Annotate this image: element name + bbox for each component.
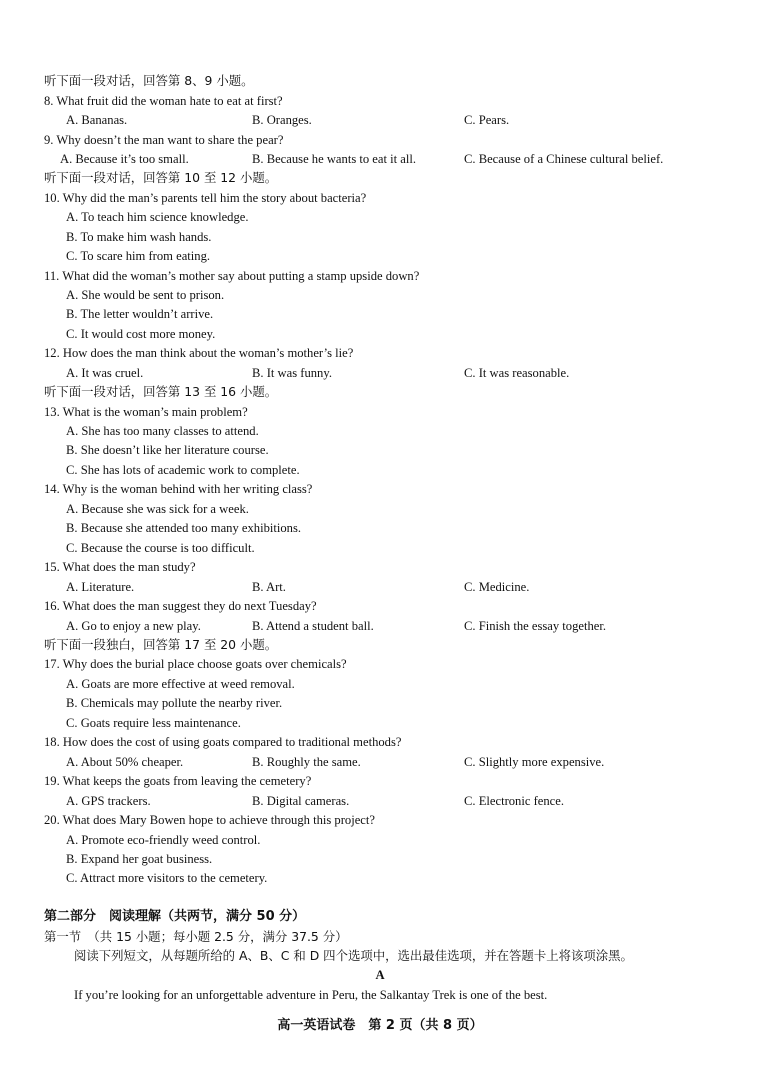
instruction-13-16: 听下面一段对话，回答第 13 至 16 小题。: [44, 384, 278, 399]
question-16: 16. What does the man suggest they do next Tuesday?: [44, 599, 317, 613]
option-b: B. Attend a student ball.: [252, 619, 374, 633]
question-20-option-c: C. Attract more visitors to the cemetery.: [66, 871, 268, 885]
question-11-option-a: A. She would be sent to prison.: [66, 288, 225, 302]
option-c: C. Finish the essay together.: [464, 619, 607, 633]
option-c: C. Because of a Chinese cultural belief.: [464, 152, 664, 166]
question-17-option-b: B. Chemicals may pollute the nearby river.: [66, 696, 283, 710]
question-8: 8. What fruit did the woman hate to eat at first?: [44, 94, 283, 108]
passage-first-line: If you’re looking for an unforgettable adventure in Peru, the Salkantay Trek is one of the best.: [74, 988, 548, 1002]
option-b: B. Digital cameras.: [252, 794, 350, 808]
reading-instruction: 阅读下列短文，从每题所给的 A、B、C 和 D 四个选项中，选出最佳选项，并在答题卡上将该项涂黑。: [74, 948, 633, 963]
passage-label: A: [375, 968, 385, 982]
question-11: 11. What did the woman’s mother say about putting a stamp upside down?: [44, 269, 420, 283]
question-20: 20. What does Mary Bowen hope to achieve through this project?: [44, 813, 375, 827]
question-20-option-b: B. Expand her goat business.: [66, 852, 213, 866]
question-11-option-b: B. The letter wouldn’t arrive.: [66, 307, 214, 321]
option-a: A. GPS trackers.: [66, 794, 151, 808]
question-10-option-b: B. To make him wash hands.: [66, 230, 212, 244]
option-c: C. Slightly more expensive.: [464, 755, 605, 769]
question-10-option-a: A. To teach him science knowledge.: [66, 210, 249, 224]
option-a: A. Literature.: [66, 580, 135, 594]
instruction-17-20: 听下面一段独白，回答第 17 至 20 小题。: [44, 637, 278, 652]
option-b: B. It was funny.: [252, 366, 332, 380]
option-a: A. It was cruel.: [66, 366, 144, 380]
option-b: B. Roughly the same.: [252, 755, 361, 769]
question-18: 18. How does the cost of using goats compared to traditional methods?: [44, 735, 402, 749]
option-c: C. It was reasonable.: [464, 366, 570, 380]
question-14-option-c: C. Because the course is too difficult.: [66, 541, 255, 555]
question-11-option-c: C. It would cost more money.: [66, 327, 216, 341]
option-a: A. Bananas.: [66, 113, 128, 127]
question-13-option-c: C. She has lots of academic work to complete.: [66, 463, 300, 477]
question-17-option-c: C. Goats require less maintenance.: [66, 716, 241, 730]
page-footer: 高一英语试卷 第 2 页（共 8 页）: [277, 1018, 483, 1033]
question-13-option-b: B. She doesn’t like her literature course.: [66, 443, 269, 457]
question-14-option-b: B. Because she attended too many exhibitions.: [66, 521, 302, 535]
question-10: 10. Why did the man’s parents tell him the story about bacteria?: [44, 191, 367, 205]
question-12: 12. How does the man think about the woman’s mother’s lie?: [44, 346, 354, 360]
option-c: C. Electronic fence.: [464, 794, 564, 808]
question-9: 9. Why doesn’t the man want to share the pear?: [44, 133, 284, 147]
option-b: B. Oranges.: [252, 113, 312, 127]
instruction-8-9: 听下面一段对话，回答第 8、9 小题。: [44, 73, 254, 88]
option-b: B. Art.: [252, 580, 286, 594]
question-14: 14. Why is the woman behind with her writing class?: [44, 482, 313, 496]
question-20-option-a: A. Promote eco-friendly weed control.: [66, 833, 261, 847]
question-10-option-c: C. To scare him from eating.: [66, 249, 211, 263]
question-19: 19. What keeps the goats from leaving the cemetery?: [44, 774, 312, 788]
question-15: 15. What does the man study?: [44, 560, 196, 574]
option-c: C. Pears.: [464, 113, 510, 127]
option-a: A. Go to enjoy a new play.: [66, 619, 201, 633]
instruction-10-12: 听下面一段对话，回答第 10 至 12 小题。: [44, 170, 278, 185]
part-2-title: 第二部分 阅读理解（共两节，满分 50 分）: [44, 909, 306, 924]
question-17-option-a: A. Goats are more effective at weed removal.: [66, 677, 295, 691]
question-17: 17. Why does the burial place choose goats over chemicals?: [44, 657, 347, 671]
question-14-option-a: A. Because she was sick for a week.: [66, 502, 249, 516]
option-a: A. About 50% cheaper.: [66, 755, 184, 769]
section-1-title: 第一节 （共 15 小题；每小题 2.5 分，满分 37.5 分）: [44, 929, 348, 944]
question-13-option-a: A. She has too many classes to attend.: [66, 424, 259, 438]
question-13: 13. What is the woman’s main problem?: [44, 405, 248, 419]
option-a: A. Because it’s too small.: [60, 152, 189, 166]
option-c: C. Medicine.: [464, 580, 530, 594]
option-b: B. Because he wants to eat it all.: [252, 152, 417, 166]
